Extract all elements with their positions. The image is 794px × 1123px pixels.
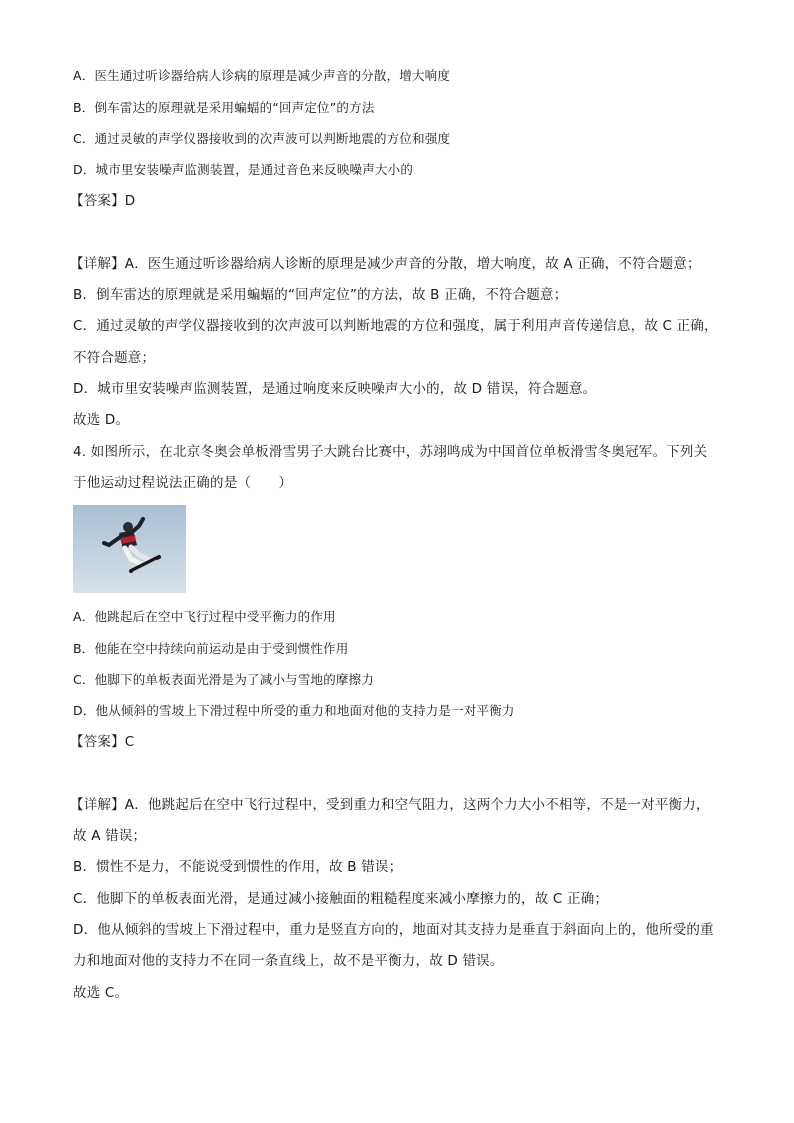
q4-option-d: D．他从倾斜的雪坡上下滑过程中所受的重力和地面对他的支持力是一对平衡力 — [73, 703, 515, 718]
q3-option-c: C．通过灵敏的声学仪器接收到的次声波可以判断地震的方位和强度 — [73, 131, 451, 146]
q4-option-b: B．他能在空中持续向前运动是由于受到惯性作用 — [73, 641, 349, 656]
q3-option-b: B．倒车雷达的原理就是采用蝙蝠的“回声定位”的方法 — [73, 100, 375, 115]
q3-conclusion: 故选 D。 — [73, 412, 130, 428]
q4-option-c: C．他脚下的单板表面光滑是为了减小与雪地的摩擦力 — [73, 672, 375, 687]
q3-explanation-line: D．城市里安装噪声监测装置，是通过响度来反映噪声大小的，故 D 错误，符合题意。 — [73, 381, 597, 397]
q3-explanation-line: 不符合题意； — [73, 350, 156, 366]
q4-explanation-line: 故 A 错误； — [73, 828, 147, 844]
q3-option-d: D．城市里安装噪声监测装置，是通过音色来反映噪声大小的 — [73, 162, 414, 177]
q4-explanation-line: 力和地面对他的支持力不在同一条直线上，故不是平衡力，故 D 错误。 — [73, 953, 504, 969]
q4-explanation-line: 【详解】A．他跳起后在空中飞行过程中，受到重力和空气阻力，这两个力大小不相等，不是一对平衡力， — [70, 797, 710, 813]
q4-stem-line: 于他运动过程说法正确的是（ ） — [73, 475, 293, 491]
q3-option-a: A．医生通过听诊器给病人诊病的原理是减少声音的分散，增大响度 — [73, 68, 451, 83]
q4-answer: 【答案】C — [70, 734, 135, 750]
q3-explanation-line: B．倒车雷达的原理就是采用蝙蝠的“回声定位”的方法，故 B 正确，不符合题意； — [73, 287, 568, 303]
q3-answer: 【答案】D — [70, 193, 136, 209]
snowboarder-photo — [73, 505, 186, 593]
q4-conclusion: 故选 C。 — [73, 985, 129, 1001]
q4-explanation-line: B．惯性不是力，不能说受到惯性的作用，故 B 错误； — [73, 859, 403, 875]
q4-explanation-line: C．他脚下的单板表面光滑，是通过减小接触面的粗糙程度来减小摩擦力的，故 C 正确； — [73, 891, 609, 907]
q4-stem-line: 4. 如图所示，在北京冬奥会单板滑雪男子大跳台比赛中，苏翊鸣成为中国首位单板滑雪冬奥冠军。下列关 — [73, 444, 708, 460]
q3-explanation-line: 【详解】A．医生通过听诊器给病人诊断的原理是减少声音的分散，增大响度，故 A 正确，不符合题意； — [70, 256, 701, 272]
q4-explanation-line: D．他从倾斜的雪坡上下滑过程中，重力是竖直方向的，地面对其支持力是垂直于斜面向上的，他所受的重 — [73, 922, 714, 938]
q3-explanation-line: C．通过灵敏的声学仪器接收到的次声波可以判断地震的方位和强度，属于利用声音传递信息，故 C 正确， — [73, 318, 718, 334]
q4-option-a: A．他跳起后在空中飞行过程中受平衡力的作用 — [73, 609, 336, 624]
